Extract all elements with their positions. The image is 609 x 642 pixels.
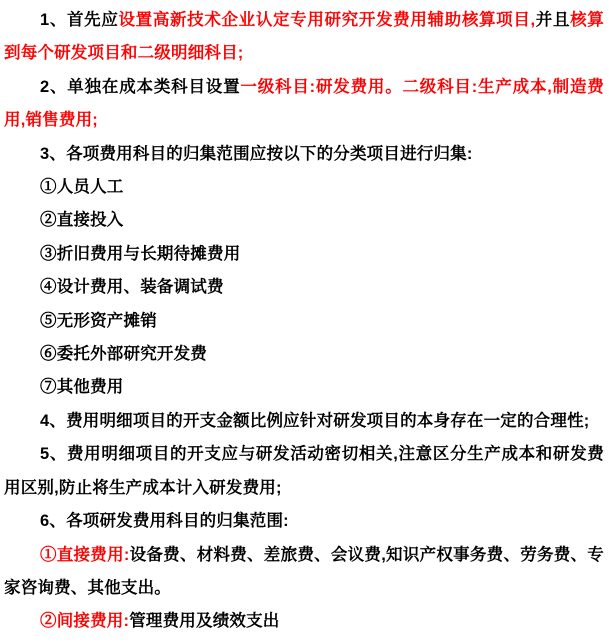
text-segment: ⑦其他费用 xyxy=(40,378,124,397)
text-segment: 6、各项研发费用科目的归集范围: xyxy=(40,512,289,531)
para-step-3 xyxy=(4,138,604,171)
para-step-5 xyxy=(4,438,604,505)
text-segment-highlight: 核算到每个研发项目和二级明细科目; xyxy=(4,11,604,63)
text-segment: ⑤无形资产摊销 xyxy=(40,311,157,330)
para-direct-cost xyxy=(4,539,604,606)
list-item-7 xyxy=(4,371,604,404)
text-segment-highlight: ②间接费用: xyxy=(40,612,130,631)
list-item-5 xyxy=(4,305,604,338)
text-segment-highlight: 一级科目:研发费用。二级科目:生产成本,制造费用,销售费用; xyxy=(4,77,604,130)
list-item-6 xyxy=(4,338,604,371)
text-segment: 1、首先应 xyxy=(40,11,119,29)
list-item-3 xyxy=(4,238,604,271)
para-step-6 xyxy=(4,505,604,538)
para-step-4 xyxy=(4,405,604,438)
text-segment: 管理费用及绩效支出 xyxy=(129,612,280,631)
text-segment: 5、费用明细项目的开支应与研发活动密切相关,注意区分生产成本和研发费用区别,防止将生产成本计入研发费用; xyxy=(4,445,604,497)
list-item-1 xyxy=(4,171,604,204)
list-item-2 xyxy=(4,204,604,237)
text-segment-highlight: 设置高新技术企业认定专用研究开发费用辅助核算项目, xyxy=(118,11,536,29)
text-segment: ⑥委托外部研究开发费 xyxy=(40,345,207,364)
para-indirect-cost xyxy=(4,605,604,638)
list-item-4 xyxy=(4,271,604,304)
para-step-2 xyxy=(4,71,604,138)
text-segment: 3、各项费用科目的归集范围应按以下的分类项目进行归集: xyxy=(40,144,473,163)
text-segment: ①人员人工 xyxy=(40,178,124,197)
para-step-1 xyxy=(4,4,604,71)
text-segment-highlight: ①直接费用: xyxy=(40,545,130,564)
text-segment: ④设计费用、装备调试费 xyxy=(40,278,224,297)
text-segment: ②直接投入 xyxy=(40,211,124,230)
text-segment: 4、费用明细项目的开支金额比例应针对研发项目的本身存在一定的合理性; xyxy=(40,411,590,430)
text-segment: ③折旧费用与长期待摊费用 xyxy=(40,244,241,263)
text-segment: 并且 xyxy=(535,11,571,29)
text-segment: 2、单独在成本类科目设置 xyxy=(40,77,241,96)
text-segment: 设备费、材料费、差旅费、会议费,知识产权事务费、劳务费、专家咨询费、其他支出。 xyxy=(4,545,604,597)
